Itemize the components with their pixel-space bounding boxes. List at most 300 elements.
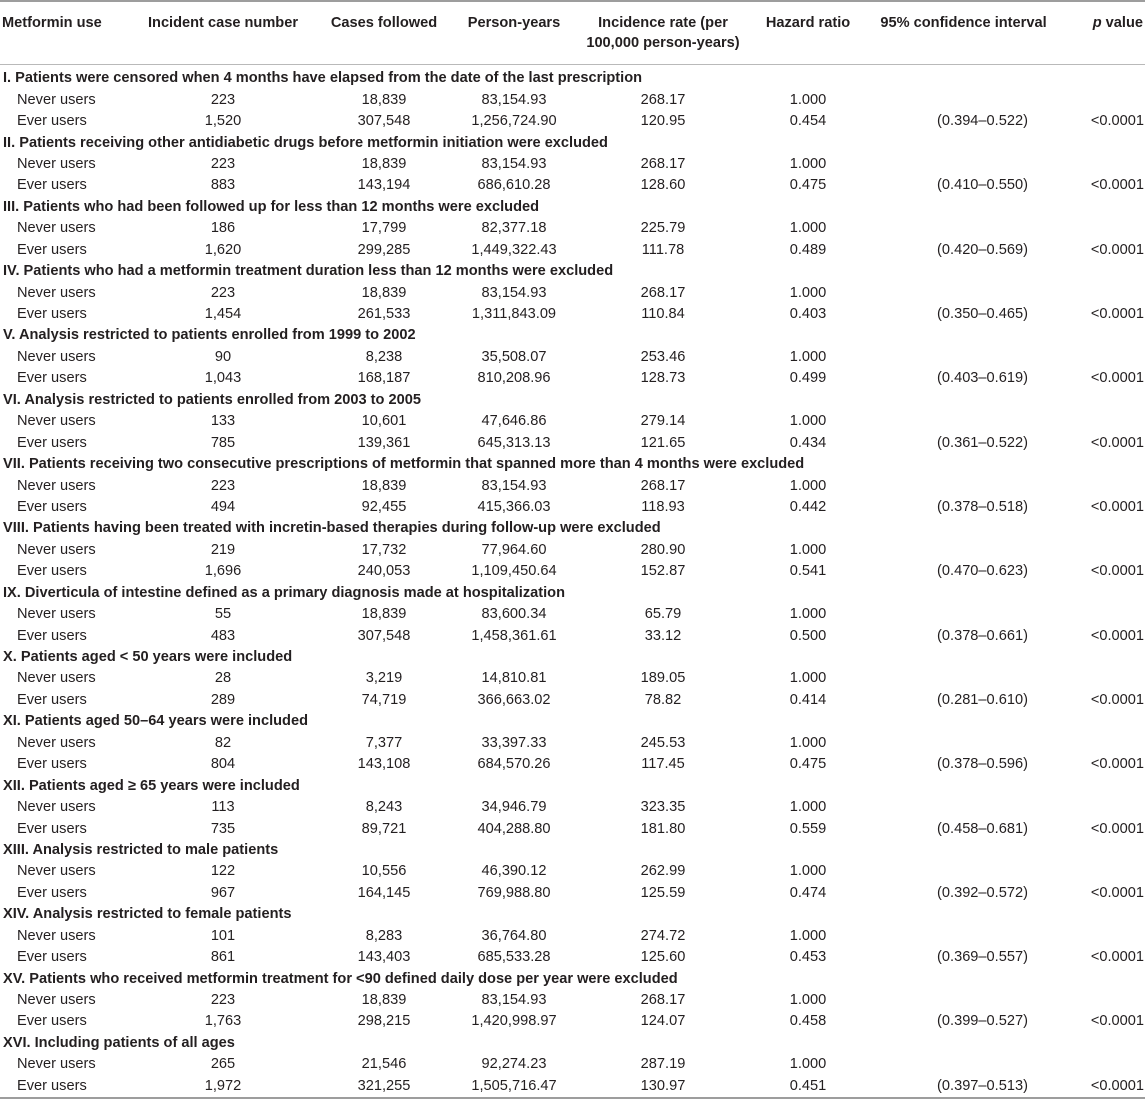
- hazard-ratio-cell: 1.000: [789, 799, 827, 816]
- cases-followed-cell: 17,732: [361, 541, 407, 558]
- person-years-cell: 36,764.80: [481, 927, 547, 944]
- hazard-ratio-cell: 1.000: [789, 541, 827, 558]
- person-years-cell: 83,154.93: [481, 477, 547, 494]
- section-title: IX. Diverticula of intestine defined as a primary diagnosis made at hospitalization: [3, 584, 565, 601]
- table-row: [0, 926, 1145, 947]
- header-p-italic: p: [1092, 15, 1102, 31]
- section-header-row: [0, 711, 1145, 732]
- section-title: III. Patients who had been followed up for less than 12 months were excluded: [3, 198, 540, 215]
- incident-case-number-cell: 1,763: [204, 1013, 242, 1030]
- header-row: [0, 1, 1145, 65]
- incidence-rate-cell: 280.90: [640, 541, 686, 558]
- confidence-interval-cell: (0.369–0.557): [937, 949, 1028, 966]
- confidence-interval-cell: (0.403–0.619): [937, 370, 1028, 387]
- confidence-interval-cell: [868, 1054, 1059, 1075]
- table-row: [0, 861, 1145, 882]
- cases-followed-cell: 307,548: [357, 627, 411, 644]
- cases-followed-cell: 240,053: [357, 563, 411, 580]
- p-value-cell: [1059, 154, 1145, 175]
- row-label-cell: Never users: [17, 734, 96, 751]
- incidence-rate-cell: 33.12: [644, 627, 682, 644]
- incidence-rate-cell: 279.14: [640, 413, 686, 430]
- section-title: II. Patients receiving other antidiabetic drugs before metformin initiation were excluded: [3, 134, 608, 151]
- header-p-value-text: value: [1101, 15, 1143, 31]
- p-value-cell: [1059, 668, 1145, 689]
- incident-case-number-cell: 186: [210, 220, 236, 237]
- confidence-interval-cell: [868, 926, 1059, 947]
- p-value-cell: <0.0001: [1090, 434, 1144, 451]
- section-header-row: [0, 390, 1145, 411]
- cases-followed-cell: 307,548: [357, 113, 411, 130]
- person-years-cell: 645,313.13: [477, 434, 551, 451]
- confidence-interval-cell: (0.399–0.527): [937, 1013, 1028, 1030]
- section-header-row: [0, 454, 1145, 475]
- person-years-cell: 415,366.03: [477, 498, 551, 515]
- incidence-rate-cell: 181.80: [640, 820, 686, 837]
- incident-case-number-cell: 967: [210, 884, 236, 901]
- section-title: VI. Analysis restricted to patients enrolled from 2003 to 2005: [3, 391, 421, 408]
- cases-followed-cell: 164,145: [357, 884, 411, 901]
- incidence-rate-cell: 323.35: [640, 799, 686, 816]
- incidence-rate-cell: 152.87: [640, 563, 686, 580]
- p-value-cell: [1059, 540, 1145, 561]
- header-incidence-rate: [578, 1, 748, 65]
- cases-followed-cell: 74,719: [361, 691, 407, 708]
- p-value-cell: <0.0001: [1090, 756, 1144, 773]
- p-value-cell: [1059, 411, 1145, 432]
- hazard-ratio-cell: 0.451: [748, 1076, 868, 1098]
- cases-followed-cell: 18,839: [361, 284, 407, 301]
- cases-followed-cell: 10,556: [361, 863, 407, 880]
- table-row: [0, 754, 1145, 775]
- person-years-cell: 685,533.28: [477, 949, 551, 966]
- incidence-rate-cell: 245.53: [640, 734, 686, 751]
- hazard-ratio-cell: 0.559: [789, 820, 827, 837]
- incidence-rate-cell: 287.19: [640, 1056, 686, 1073]
- row-label-cell: Never users: [17, 670, 96, 687]
- section-title: XII. Patients aged ≥ 65 years were included: [3, 777, 300, 794]
- person-years-cell: 33,397.33: [481, 734, 547, 751]
- hazard-ratio-cell: 0.414: [789, 691, 827, 708]
- hazard-ratio-cell: 0.453: [789, 949, 827, 966]
- p-value-cell: [1059, 733, 1145, 754]
- header-p-value: [1059, 1, 1145, 65]
- incidence-rate-cell: 117.45: [641, 756, 685, 773]
- person-years-cell: 366,663.02: [477, 691, 551, 708]
- section-title: V. Analysis restricted to patients enrolled from 1999 to 2002: [3, 327, 416, 344]
- p-value-cell: <0.0001: [1090, 113, 1144, 130]
- p-value-cell: <0.0001: [1090, 241, 1144, 258]
- person-years-cell: 77,964.60: [481, 541, 547, 558]
- person-years-cell: 47,646.86: [481, 413, 547, 430]
- hazard-ratio-cell: 1.000: [789, 477, 827, 494]
- person-years-cell: 1,420,998.97: [471, 1013, 557, 1030]
- incident-case-number-cell: 494: [210, 498, 236, 515]
- section-title: XV. Patients who received metformin treatment for <90 defined daily dose per year were excluded: [3, 970, 678, 987]
- row-label-cell: Never users: [17, 477, 96, 494]
- incident-case-number-cell: 1,043: [204, 370, 242, 387]
- confidence-interval-cell: (0.397–0.513): [868, 1076, 1059, 1098]
- header-confidence-interval: 95% confidence interval: [868, 1, 1059, 65]
- hazard-ratio-cell: 1.000: [789, 734, 827, 751]
- section-header-row: [0, 1033, 1145, 1054]
- row-label-cell: Ever users: [17, 627, 87, 644]
- p-value-cell: <0.0001: [1059, 1076, 1145, 1098]
- incident-case-number-cell: 223: [210, 155, 236, 172]
- table-row: [0, 89, 1145, 110]
- p-value-cell: <0.0001: [1090, 884, 1144, 901]
- table-row: [0, 368, 1145, 389]
- incidence-rate-cell: 268.17: [640, 155, 686, 172]
- confidence-interval-cell: [868, 475, 1059, 496]
- confidence-interval-cell: [868, 990, 1059, 1011]
- row-label-cell: Ever users: [17, 498, 87, 515]
- section-title: VII. Patients receiving two consecutive prescriptions of metformin that spanned more than 4 months were excluded: [3, 456, 805, 473]
- incident-case-number-cell: 735: [210, 820, 236, 837]
- p-value-cell: [1059, 347, 1145, 368]
- row-label-cell: Ever users: [17, 949, 87, 966]
- cases-followed-cell: 18,839: [361, 155, 407, 172]
- incident-case-number-cell: 55: [214, 606, 232, 623]
- person-years-cell: 46,390.12: [481, 863, 547, 880]
- table-row: [0, 432, 1145, 453]
- section-header-row: [0, 261, 1145, 282]
- table-row: [0, 218, 1145, 239]
- confidence-interval-cell: (0.281–0.610): [937, 691, 1028, 708]
- table-body: [0, 65, 1145, 1099]
- cases-followed-cell: 8,283: [365, 927, 403, 944]
- incidence-rate-cell: 125.60: [640, 949, 686, 966]
- hazard-ratio-cell: 1.000: [789, 670, 827, 687]
- confidence-interval-cell: (0.378–0.661): [937, 627, 1028, 644]
- person-years-cell: 83,154.93: [481, 992, 547, 1009]
- table-row: [0, 733, 1145, 754]
- hazard-ratio-cell: 1.000: [789, 606, 827, 623]
- table-row: [0, 797, 1145, 818]
- section-header-row: [0, 647, 1145, 668]
- person-years-cell: 83,154.93: [481, 91, 547, 108]
- confidence-interval-cell: [868, 154, 1059, 175]
- hazard-ratio-cell: 1.000: [789, 413, 827, 430]
- incident-case-number-cell: 1,972: [128, 1076, 318, 1098]
- table-row: [0, 668, 1145, 689]
- cases-followed-cell: 8,243: [365, 799, 403, 816]
- p-value-cell: [1059, 861, 1145, 882]
- section-header-row: [0, 904, 1145, 925]
- incidence-rate-cell: 130.97: [578, 1076, 748, 1098]
- cases-followed-cell: 298,215: [357, 1013, 411, 1030]
- incidence-rate-cell: 253.46: [640, 348, 686, 365]
- incidence-rate-cell: 121.65: [640, 434, 686, 451]
- p-value-cell: [1059, 926, 1145, 947]
- header-person-years: Person-years: [450, 1, 578, 65]
- p-value-cell: <0.0001: [1090, 627, 1144, 644]
- row-label-cell: Never users: [17, 1056, 96, 1073]
- incidence-rate-cell: 268.17: [640, 91, 686, 108]
- person-years-cell: 14,810.81: [481, 670, 547, 687]
- confidence-interval-cell: [868, 89, 1059, 110]
- cases-followed-cell: 143,194: [357, 177, 411, 194]
- row-label-cell: Ever users: [17, 563, 87, 580]
- confidence-interval-cell: (0.394–0.522): [937, 113, 1028, 130]
- table-row: [0, 347, 1145, 368]
- incident-case-number-cell: 265: [210, 1056, 236, 1073]
- p-value-cell: [1059, 475, 1145, 496]
- table-row: [0, 1076, 1145, 1098]
- row-label-cell: Never users: [17, 284, 96, 301]
- person-years-cell: 83,154.93: [481, 284, 547, 301]
- incident-case-number-cell: 1,454: [204, 306, 242, 323]
- cases-followed-cell: 18,839: [361, 91, 407, 108]
- confidence-interval-cell: (0.392–0.572): [937, 884, 1028, 901]
- hazard-ratio-cell: 0.403: [789, 306, 827, 323]
- person-years-cell: 684,570.26: [477, 756, 551, 773]
- hazard-ratio-cell: 0.434: [789, 434, 827, 451]
- confidence-interval-cell: [868, 733, 1059, 754]
- hazard-ratio-cell: 0.500: [789, 627, 827, 644]
- table-row: [0, 883, 1145, 904]
- confidence-interval-cell: [868, 604, 1059, 625]
- confidence-interval-cell: [868, 861, 1059, 882]
- section-title: X. Patients aged < 50 years were included: [3, 649, 293, 666]
- incidence-rate-cell: 111.78: [641, 241, 685, 258]
- incidence-rate-cell: 262.99: [640, 863, 686, 880]
- row-label-cell: Ever users: [17, 756, 87, 773]
- section-title: XIII. Analysis restricted to male patients: [3, 841, 279, 858]
- incident-case-number-cell: 101: [210, 927, 236, 944]
- cases-followed-cell: 18,839: [361, 992, 407, 1009]
- row-label-cell: Never users: [17, 348, 96, 365]
- person-years-cell: 810,208.96: [477, 370, 551, 387]
- incident-case-number-cell: 1,520: [204, 113, 242, 130]
- person-years-cell: 92,274.23: [481, 1056, 547, 1073]
- person-years-cell: 1,458,361.61: [471, 627, 557, 644]
- p-value-cell: <0.0001: [1090, 177, 1144, 194]
- person-years-cell: 1,109,450.64: [471, 563, 557, 580]
- table-row: [0, 690, 1145, 711]
- incidence-rate-cell: 268.17: [640, 992, 686, 1009]
- hazard-ratio-cell: 0.458: [789, 1013, 827, 1030]
- table-row: [0, 1011, 1145, 1032]
- row-label-cell: Never users: [17, 927, 96, 944]
- section-header-row: [0, 325, 1145, 346]
- hazard-ratio-cell: 0.474: [789, 884, 827, 901]
- section-header-row: [0, 197, 1145, 218]
- cases-followed-cell: 299,285: [357, 241, 411, 258]
- hazard-ratio-cell: 0.442: [789, 498, 827, 515]
- cases-followed-cell: 17,799: [361, 220, 407, 237]
- cases-followed-cell: 3,219: [365, 670, 403, 687]
- incident-case-number-cell: 1,696: [204, 563, 242, 580]
- confidence-interval-cell: (0.378–0.596): [937, 756, 1028, 773]
- incidence-rate-cell: 268.17: [640, 477, 686, 494]
- person-years-cell: 83,600.34: [481, 606, 547, 623]
- incident-case-number-cell: 133: [210, 413, 236, 430]
- p-value-cell: <0.0001: [1090, 498, 1144, 515]
- confidence-interval-cell: [868, 797, 1059, 818]
- p-value-cell: [1059, 604, 1145, 625]
- cases-followed-cell: 92,455: [361, 498, 407, 515]
- incident-case-number-cell: 883: [210, 177, 236, 194]
- person-years-cell: 1,256,724.90: [471, 113, 557, 130]
- p-value-cell: [1059, 1054, 1145, 1075]
- row-label-cell: Never users: [17, 91, 96, 108]
- incident-case-number-cell: 804: [210, 756, 236, 773]
- hazard-ratio-cell: 0.489: [789, 241, 827, 258]
- person-years-cell: 686,610.28: [477, 177, 551, 194]
- confidence-interval-cell: [868, 540, 1059, 561]
- incident-case-number-cell: 122: [210, 863, 236, 880]
- row-label-cell: Never users: [17, 606, 96, 623]
- table-row: [0, 154, 1145, 175]
- person-years-cell: 769,988.80: [477, 884, 551, 901]
- cases-followed-cell: 261,533: [357, 306, 411, 323]
- incident-case-number-cell: 223: [210, 91, 236, 108]
- hazard-ratio-cell: 1.000: [789, 220, 827, 237]
- hazard-ratio-cell: 1.000: [789, 1056, 827, 1073]
- person-years-cell: 35,508.07: [481, 348, 547, 365]
- section-header-row: [0, 132, 1145, 153]
- person-years-cell: 1,505,716.47: [450, 1076, 578, 1098]
- incidence-rate-cell: 274.72: [640, 927, 686, 944]
- cases-followed-cell: 321,255: [318, 1076, 450, 1098]
- incident-case-number-cell: 1,620: [204, 241, 242, 258]
- header-metformin-use: Metformin use: [0, 1, 128, 65]
- section-title: VIII. Patients having been treated with incretin-based therapies during follow-up were excluded: [3, 520, 661, 537]
- hazard-ratio-cell: 1.000: [789, 992, 827, 1009]
- section-header-row: [0, 775, 1145, 796]
- table-header: [0, 1, 1145, 65]
- section-title: XI. Patients aged 50–64 years were included: [3, 713, 308, 730]
- hazard-ratio-cell: 0.454: [789, 113, 827, 130]
- cases-followed-cell: 10,601: [361, 413, 407, 430]
- row-label-cell: Never users: [17, 992, 96, 1009]
- incidence-rate-cell: 110.84: [641, 306, 685, 323]
- incident-case-number-cell: 28: [214, 670, 232, 687]
- confidence-interval-cell: (0.420–0.569): [937, 241, 1028, 258]
- incident-case-number-cell: 785: [210, 434, 236, 451]
- section-title: IV. Patients who had a metformin treatment duration less than 12 months were excluded: [3, 263, 614, 280]
- incidence-rate-cell: 124.07: [640, 1013, 686, 1030]
- incident-case-number-cell: 90: [214, 348, 232, 365]
- table-row: [0, 240, 1145, 261]
- incident-case-number-cell: 483: [210, 627, 236, 644]
- p-value-cell: <0.0001: [1090, 370, 1144, 387]
- section-header-row: [0, 968, 1145, 989]
- incidence-rate-cell: 189.05: [640, 670, 686, 687]
- incidence-rate-cell: 78.82: [644, 691, 682, 708]
- p-value-cell: [1059, 797, 1145, 818]
- cases-followed-cell: 168,187: [357, 370, 411, 387]
- row-label-cell: Ever users: [17, 434, 87, 451]
- row-label-cell: Never users: [17, 541, 96, 558]
- person-years-cell: 404,288.80: [477, 820, 551, 837]
- hazard-ratio-cell: 0.499: [789, 370, 827, 387]
- p-value-cell: [1059, 990, 1145, 1011]
- cases-followed-cell: 18,839: [361, 477, 407, 494]
- row-label-cell: Ever users: [17, 691, 87, 708]
- p-value-cell: <0.0001: [1090, 1013, 1144, 1030]
- cases-followed-cell: 8,238: [365, 348, 403, 365]
- section-title: I. Patients were censored when 4 months have elapsed from the date of the last prescription: [3, 70, 643, 87]
- confidence-interval-cell: [868, 347, 1059, 368]
- incidence-rate-cell: 65.79: [644, 606, 682, 623]
- row-label-cell: Never users: [17, 799, 96, 816]
- row-label-cell: Ever users: [17, 820, 87, 837]
- section-header-row: [0, 65, 1145, 90]
- incident-case-number-cell: 861: [210, 949, 236, 966]
- p-value-cell: <0.0001: [1090, 691, 1144, 708]
- incident-case-number-cell: 219: [210, 541, 236, 558]
- header-incidence-rate-line2: 100,000 person-years): [586, 35, 740, 51]
- hazard-ratio-cell: 0.475: [789, 177, 827, 194]
- row-label-cell: Ever users: [17, 1013, 87, 1030]
- confidence-interval-cell: (0.410–0.550): [937, 177, 1028, 194]
- cases-followed-cell: 21,546: [361, 1056, 407, 1073]
- confidence-interval-cell: [868, 218, 1059, 239]
- p-value-cell: <0.0001: [1090, 949, 1144, 966]
- row-label-cell: Never users: [17, 220, 96, 237]
- row-label-cell: Never users: [17, 863, 96, 880]
- p-value-cell: <0.0001: [1090, 563, 1144, 580]
- row-label-cell: Ever users: [17, 177, 87, 194]
- table-row: [0, 1054, 1145, 1075]
- cases-followed-cell: 7,377: [365, 734, 403, 751]
- incidence-rate-cell: 118.93: [641, 498, 685, 515]
- section-header-row: [0, 583, 1145, 604]
- incident-case-number-cell: 223: [210, 992, 236, 1009]
- table-row: [0, 604, 1145, 625]
- row-label-cell: Ever users: [17, 241, 87, 258]
- person-years-cell: 82,377.18: [481, 220, 547, 237]
- table-row: [0, 175, 1145, 196]
- incident-case-number-cell: 113: [211, 799, 235, 816]
- incidence-rate-cell: 268.17: [640, 284, 686, 301]
- confidence-interval-cell: (0.378–0.518): [937, 498, 1028, 515]
- row-label-cell: Ever users: [17, 306, 87, 323]
- table-row: [0, 497, 1145, 518]
- table-row: [0, 540, 1145, 561]
- p-value-cell: [1059, 218, 1145, 239]
- p-value-cell: [1059, 89, 1145, 110]
- row-label-cell: Ever users: [0, 1076, 128, 1098]
- table-row: [0, 111, 1145, 132]
- cases-followed-cell: 139,361: [357, 434, 411, 451]
- incident-case-number-cell: 82: [214, 734, 232, 751]
- incidence-rate-cell: 128.60: [640, 177, 686, 194]
- incidence-rate-cell: 225.79: [640, 220, 686, 237]
- confidence-interval-cell: [868, 411, 1059, 432]
- incidence-rate-cell: 120.95: [640, 113, 686, 130]
- confidence-interval-cell: (0.458–0.681): [937, 820, 1028, 837]
- hazard-ratio-cell: 1.000: [789, 863, 827, 880]
- row-label-cell: Never users: [17, 155, 96, 172]
- table-row: [0, 947, 1145, 968]
- incidence-rate-cell: 125.59: [640, 884, 686, 901]
- cases-followed-cell: 143,403: [357, 949, 411, 966]
- confidence-interval-cell: (0.470–0.623): [937, 563, 1028, 580]
- person-years-cell: 83,154.93: [481, 155, 547, 172]
- row-label-cell: Ever users: [17, 884, 87, 901]
- p-value-cell: <0.0001: [1090, 306, 1144, 323]
- confidence-interval-cell: (0.361–0.522): [937, 434, 1028, 451]
- hazard-ratio-cell: 1.000: [789, 927, 827, 944]
- section-title: XIV. Analysis restricted to female patients: [3, 906, 292, 923]
- hazard-ratio-cell: 1.000: [789, 155, 827, 172]
- header-incident-case-number: Incident case number: [128, 1, 318, 65]
- table-row: [0, 990, 1145, 1011]
- table-row: [0, 411, 1145, 432]
